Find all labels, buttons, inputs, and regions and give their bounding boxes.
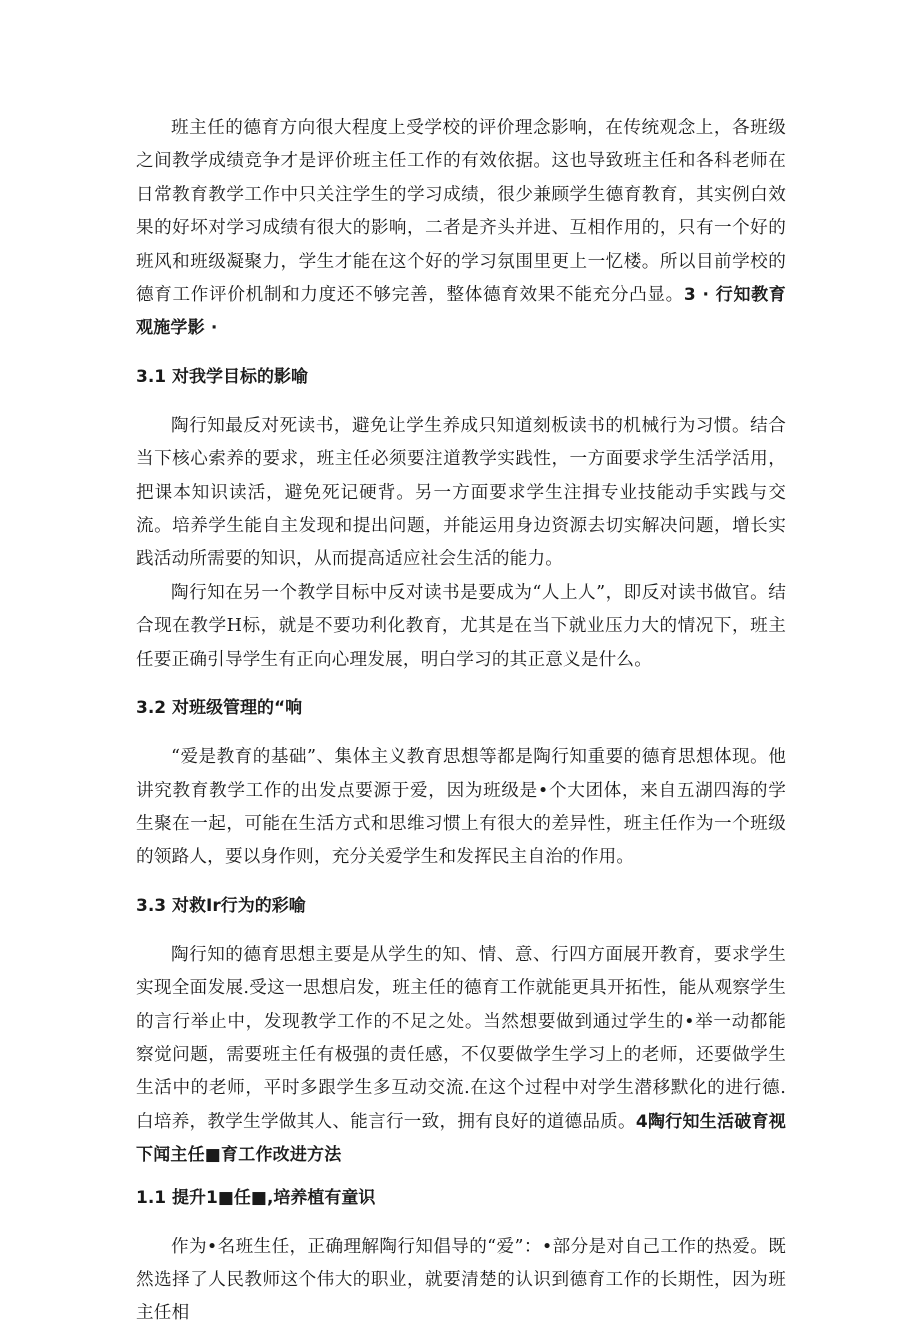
subheading-title: 对我学目标的影喻 <box>172 366 308 387</box>
paragraph-text: 班主任的德育方向很大程度上受学校的评价理念影响，在传统观念上，各班级之间教学成绩竞争才是评价班主任工作的有效依据。这也导致班主任和各科老师在日常教育教学工作中只关注学生的学习成绩，很少兼顾学生德育教育，其实例白效果的好坏对学习成绩有很大的影响，二者是齐头并进、互相作用的，只有一个好的班风和班级凝聚力，学生才能在这个好的学习氛围里更上一忆楼。所以目前学校的德育工作评价机制和力度还不够完善，整体德育效果不能充分凸显。 <box>136 118 786 306</box>
paragraph-moral-development <box>136 939 786 1173</box>
subheading-title: 对救Ir行为的彩喻 <box>172 895 306 916</box>
section-heading-3: 3 · 行知教育观施学影 · <box>136 285 786 339</box>
subheading-number: 3.1 <box>136 366 167 387</box>
subheading-3-2 <box>136 689 786 727</box>
subheading-4-1 <box>136 1179 786 1217</box>
paragraph-evaluation <box>136 112 786 346</box>
subheading-title: 对班级管理的“响 <box>172 698 303 719</box>
section-heading-4: 4陶行知生活破育视下闻主任■育工作改进方法 <box>136 1111 786 1166</box>
subheading-number: 3.3 <box>136 895 167 916</box>
subheading-number: 3.2 <box>136 698 167 719</box>
paragraph-against-utilitarian-study: 陶行知在另一个教学目标中反对读书是要成为“人上人”，即反对读书做官。结合现在教学H标，就是不要功利化教育，尤其是在当下就业压力大的情况下，班主任要正确引导学生有正向心理发展，明白学习的其正意义是什么。 <box>136 582 786 670</box>
paragraph-class-teacher-love: 作为•名班生任，正确理解陶行知倡导的“爱”：•部分是对自己工作的热爱。既然选择了人民教师这个伟大的职业，就要清楚的认识到德育工作的长期性，因为班主任相 <box>136 1236 786 1324</box>
subheading-3-3 <box>136 887 786 925</box>
paragraph-text: 陶行知的德育思想主要是从学生的知、情、意、行四方面展开教育，要求学生实现全面发展.受这一思想启发，班主任的德育工作就能更具开拓性，能从观察学生的言行举止中，发现教学工作的不足之处。当然想要做到通过学生的•举一动都能察觉问题，需要班主任有极强的责任感，不仅要做学生学习上的老师，还要做学生生活中的老师，平时多跟学生多互动交流.在这个过程中对学生潜移默化的进行德.白培养，教学生学做其人、能言行一致，拥有良好的道德品质。 <box>136 944 786 1132</box>
paragraph-love-in-education: “爱是教育的基础”、集体主义教育思想等都是陶行知重要的德育思想体现。他讲究教育教学工作的出发点要源于爱，因为班级是•个大团体，来自五湖四海的学生聚在一起，可能在生活方式和思维习惯上有很大的差异性，班主任作为一个班级的领路人，要以身作则，充分关爱学生和发挥民主自治的作用。 <box>136 747 786 868</box>
subheading-3-1 <box>136 358 786 396</box>
subheading-title: 提升1■任■,培养植有童识 <box>172 1187 376 1208</box>
document-page <box>136 112 786 1331</box>
subheading-number: 1.1 <box>136 1187 167 1208</box>
paragraph-against-rote-learning: 陶行知最反对死读书，避免让学生养成只知道刻板读书的机械行为习惯。结合当下核心索养的要求，班主任必须要注道教学实践性，一方面要求学生活学活用，把课本知识读活，避免死记硬背。另一方面要求学生注揖专业技能动手实践与交流。培养学生能自主发现和提出问题，并能运用身边资源去切实解决问题，增长实践活动所需要的知识，从而提高适应社会生活的能力。 <box>136 415 786 570</box>
